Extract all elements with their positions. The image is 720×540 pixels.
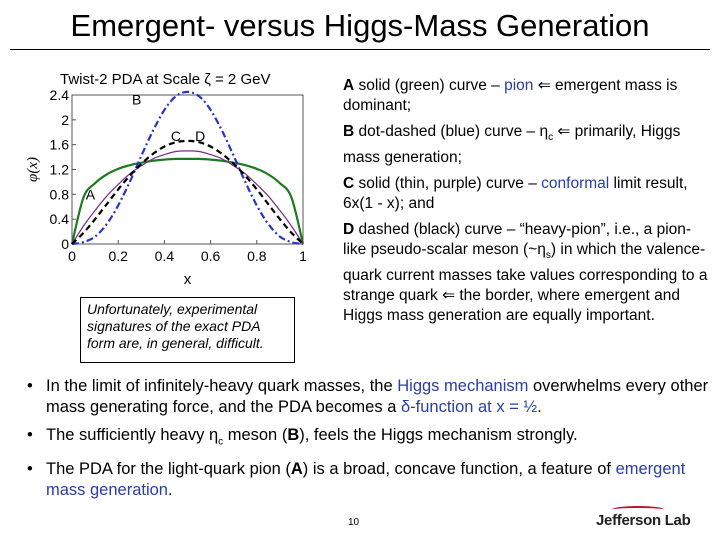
x-tick-label: 0.4 — [154, 248, 175, 264]
bullet-pion: • The PDA for the light-quark pion (A) is a broad, concave function, a feature of emergent mass generation. — [27, 459, 717, 501]
definition-d: D dashed (black) curve – “heavy-pion”, i.e., a pion-like pseudo-scalar meson $(\sim\eta_s)$ in which the valence-quark current masses take values corresponding to a strange quark ⇐ the border, where emergent and Higgs mass generation are equally important. — [343, 221, 708, 325]
series-d-label: D — [195, 127, 206, 144]
jefferson-lab-logo: Jefferson Lab — [596, 512, 691, 529]
x-tick-label: 0.2 — [108, 248, 128, 264]
x-axis-label: x — [183, 271, 192, 288]
chart-title: Twist-2 PDA at Scale ζ = 2 GeV — [60, 71, 271, 88]
x-tick-label: 1 — [299, 248, 307, 264]
series-b-label: B — [132, 91, 142, 108]
series-c-line — [72, 151, 303, 244]
series-c-label: C — [170, 127, 182, 144]
definition-a: A solid (green) curve – pion ⇐ emergent mass is dominant; — [343, 77, 678, 114]
y-tick-label: 0 — [61, 236, 69, 252]
title-divider — [10, 49, 710, 50]
y-tick-label: 2 — [61, 111, 69, 128]
plot-frame — [72, 95, 303, 244]
definition-c: C solid (thin, purple) curve – conformal limit result, 6x(1 - x); and — [343, 175, 688, 213]
slide-title: Emergent- versus Higgs-Mass Generation — [70, 8, 650, 43]
page-number: 10 — [348, 517, 360, 528]
bullet-list — [27, 376, 717, 508]
curve-definitions — [343, 76, 713, 332]
definition-b: B dot-dashed (blue) curve – $\eta_c$ ⇐ primarily, Higgs mass generation; — [343, 123, 681, 167]
y-tick-label: 0.8 — [49, 186, 69, 203]
y-tick-label: 0.4 — [49, 211, 69, 228]
bullet-eta-c: • The sufficiently heavy $\eta_c$ meson (B), feels the Higgs mechanism strongly. — [27, 425, 717, 452]
bullet-heavy-quark-limit: • In the limit of infinitely-heavy quark masses, the Higgs mechanism overwhelms every other mass generating force, and the PDA becomes a δ-function at x = ½. — [27, 376, 717, 418]
x-tick-label: 0.6 — [200, 248, 221, 264]
series-d-line — [72, 141, 303, 244]
series-a-label: A — [85, 186, 96, 203]
series-a-line — [72, 159, 303, 244]
y-tick-label: 1.6 — [49, 136, 69, 153]
x-tick-label: 0.8 — [247, 248, 267, 264]
pda-chart — [0, 88, 330, 293]
y-axis-label: φ(x) — [25, 157, 41, 182]
x-tick-label: 0 — [68, 248, 76, 264]
caption-box: Unfortunately, experimental signatures of the exact PDA form are, in general, difficult. — [80, 297, 295, 363]
y-tick-label: 1.2 — [49, 161, 69, 178]
y-tick-label: 2.4 — [49, 88, 69, 103]
series-b-line — [72, 92, 303, 244]
